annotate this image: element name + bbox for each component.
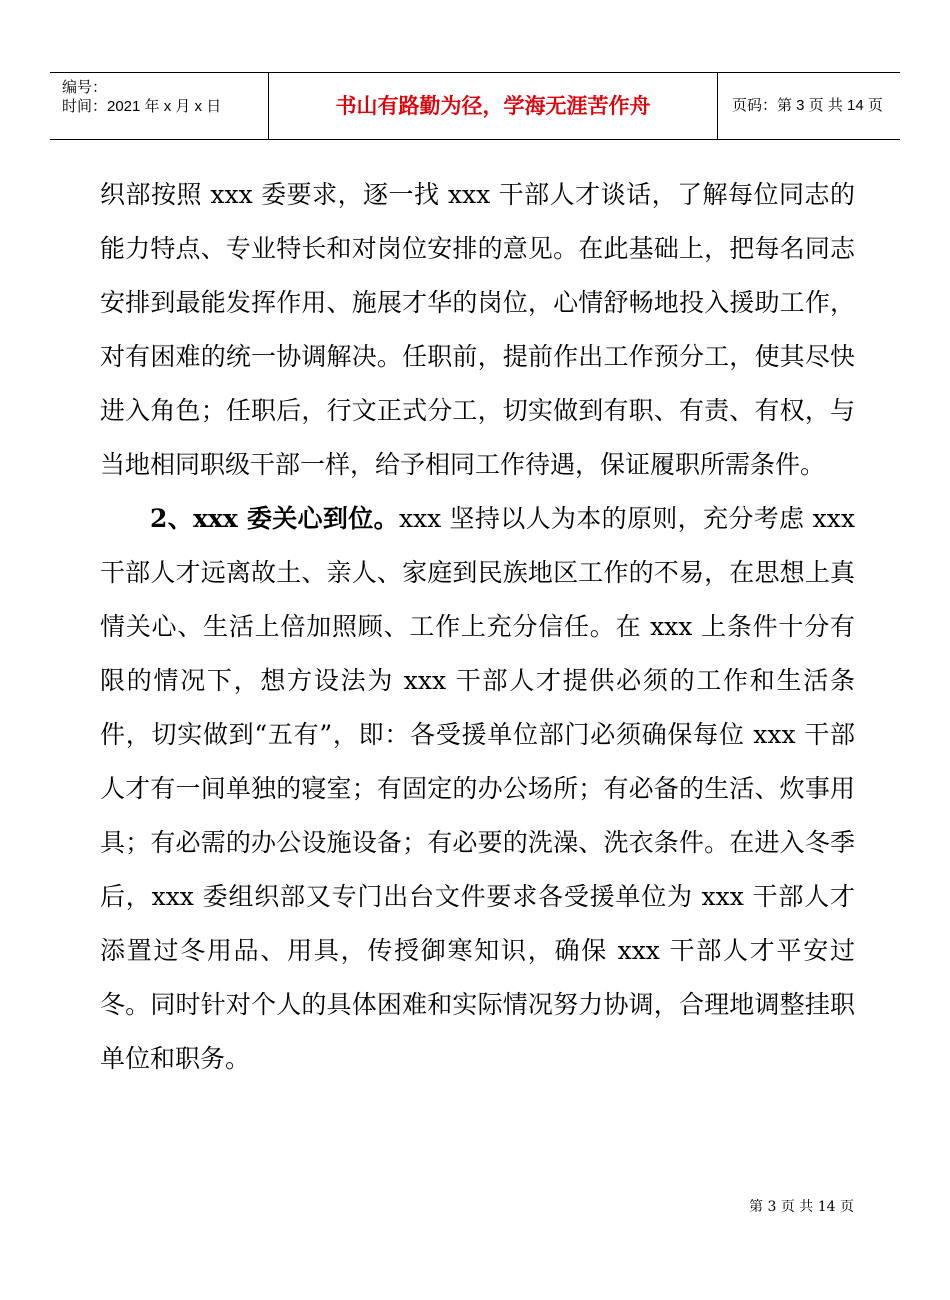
header-page-label: 页码：第 3 页 共 14 页 [732,97,883,114]
document-body [100,168,855,1086]
header-motto: 书山有路勤为径，学海无涯苦作舟 [268,73,718,139]
page-footer: 第 3 页 共 14 页 [749,1199,854,1215]
document-number-label: 编号： [62,79,108,96]
paragraph-2 [100,492,855,1086]
paragraph-1: 织部按照 xxx 委要求，逐一找 xxx 干部人才谈话，了解每位同志的能力特点、专业特长和对岗位安排的意见。在此基础上，把每名同志安排到最能发挥作用、施展才华的岗位，心情舒畅地投入援助工作，对有困难的统一协调解决。任职前，提前作出工作预分工，使其尽快进入角色；任职后，行文正式分工，切实做到有职、有责、有权，与当地相同职级干部一样，给予相同工作待遇，保证履职所需条件。 [100,180,855,479]
page-header [50,72,900,140]
paragraph-2-text: xxx 坚持以人为本的原则，充分考虑 xxx 干部人才远离故土、亲人、家庭到民族地区工作的不易，在思想上真情关心、生活上倍加照顾、工作上充分信任。在 xxx 上条件十分有限的情况下，想方设法为 xxx 干部人才提供必须的工作和生活条件，切实做到“五有”，即：各受援单位部门必须确保每位 xxx 干部人才有一间单独的寝室；有固定的办公场所；有必备的生活、炊事用具；有必需的办公设施设备；有必要的洗澡、洗衣条件。在进入冬季后，xxx 委组织部又专门出台文件要求各受援单位为 xxx 干部人才添置过冬用品、用具，传授御寒知识，确保 xxx 干部人才平安过冬。同时针对个人的具体困难和实际情况努力协调，合理地调整挂职单位和职务。 [100,504,855,1073]
document-time-label: 时间：2021 年 x 月 x 日 [62,98,222,115]
paragraph-2-heading: 2、xxx 委关心到位。 [150,504,399,533]
header-meta [50,73,268,139]
